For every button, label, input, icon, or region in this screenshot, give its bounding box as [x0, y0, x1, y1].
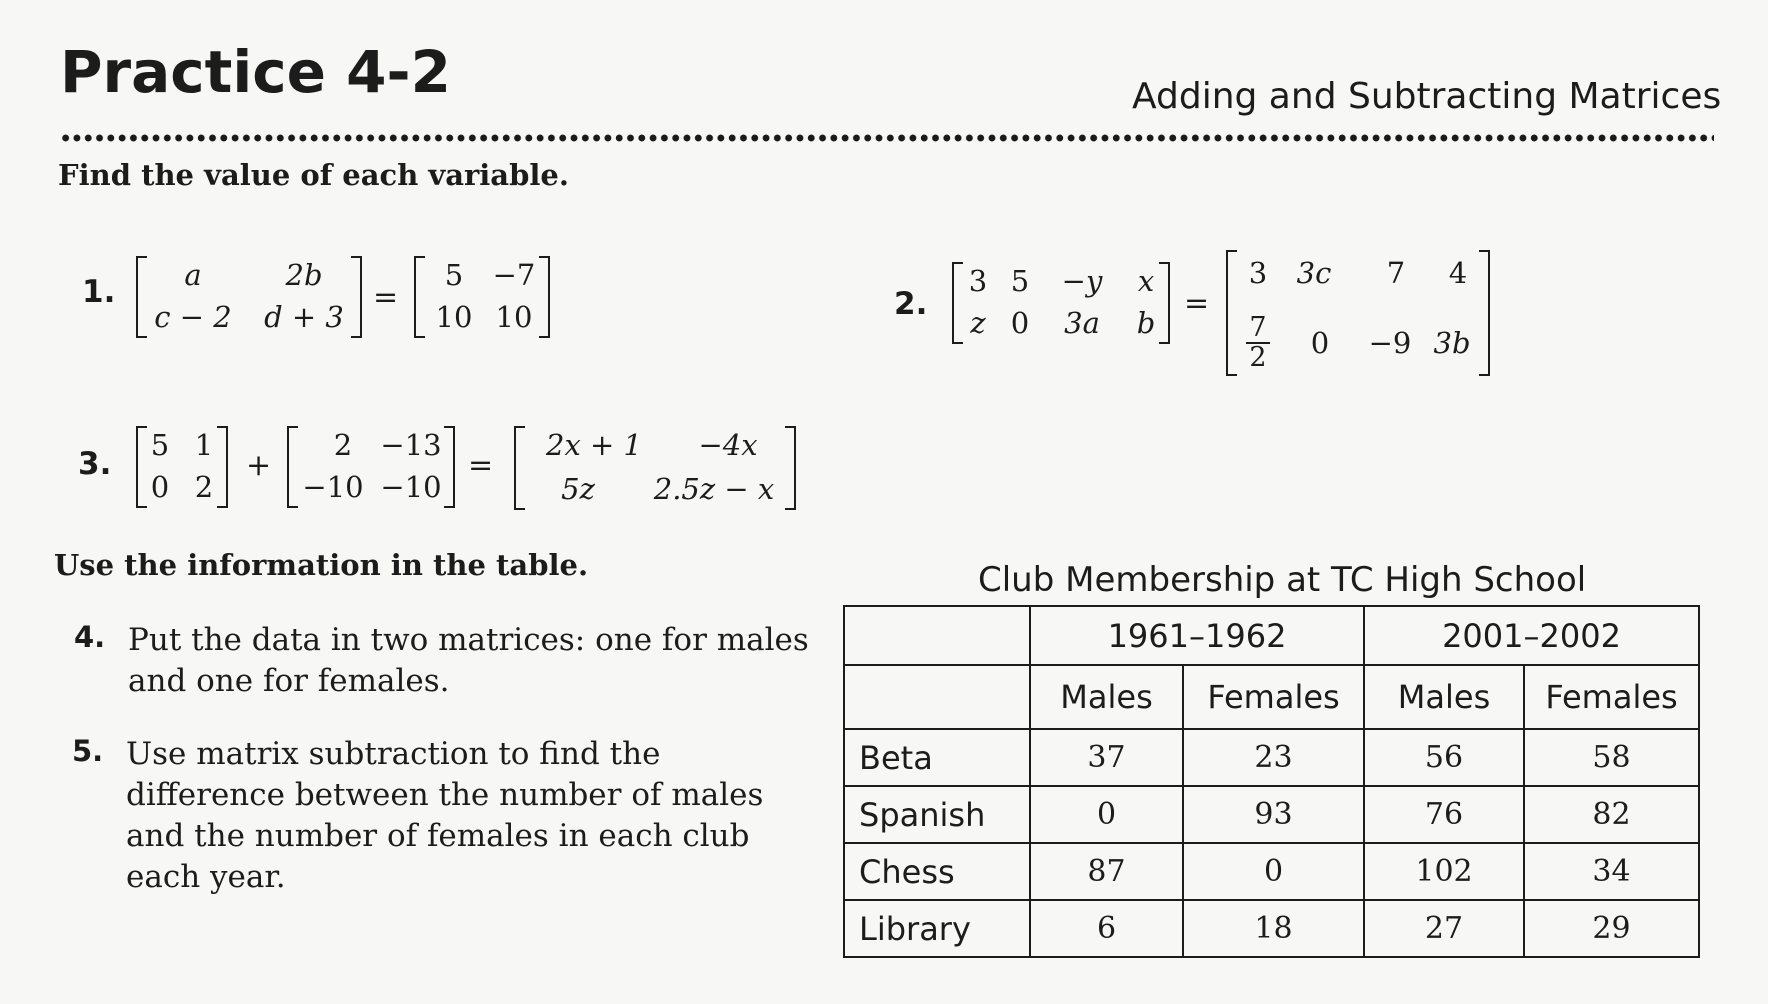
table-cell: 76	[1364, 786, 1524, 843]
matrix-entry: z	[970, 306, 986, 340]
problem-4-text	[128, 620, 809, 702]
table-cell: 29	[1524, 900, 1699, 957]
problem-line: Put the data in two matrices: one for males	[128, 622, 809, 658]
equals-sign: =	[468, 448, 494, 483]
matrix-entry: x	[1137, 264, 1155, 298]
matrix-entry: 3b	[1433, 326, 1471, 360]
matrix-entry: 0	[1010, 306, 1030, 340]
matrix-entry: 3c	[1296, 256, 1332, 290]
instruction-find-variables: Find the value of each variable.	[58, 158, 569, 192]
table-cell: 6	[1030, 900, 1183, 957]
table-title: Club Membership at TC High School	[978, 560, 1587, 600]
club-name: Library	[844, 900, 1030, 957]
problem-5-number: 5.	[72, 734, 104, 768]
fraction-seven-halves	[1246, 314, 1270, 372]
table-cell: 18	[1183, 900, 1364, 957]
table-cell: 58	[1524, 729, 1699, 786]
matrix-entry: −4x	[698, 428, 758, 462]
problem-1-left-matrix	[136, 256, 362, 338]
table-cell: 93	[1183, 786, 1364, 843]
problem-4-number: 4.	[74, 620, 106, 654]
table-cell: 0	[1030, 786, 1183, 843]
table-corner-cell	[844, 606, 1030, 665]
table-row	[844, 786, 1699, 843]
table-header-row	[844, 606, 1699, 665]
matrix-entry: 0	[150, 470, 170, 504]
matrix-entry: 0	[1310, 326, 1330, 360]
problem-5-text	[126, 734, 763, 898]
matrix-entry: 7	[1386, 256, 1406, 290]
matrix-entry: 3	[1248, 256, 1268, 290]
table-row	[844, 900, 1699, 957]
problem-line: and the number of females in each club	[126, 818, 750, 854]
gender-header: Females	[1183, 665, 1364, 729]
problem-line: Use matrix subtraction to find the	[126, 736, 661, 772]
problem-3-matrix-c	[514, 426, 796, 510]
table-cell: 82	[1524, 786, 1699, 843]
matrix-entry: a	[184, 258, 202, 292]
matrix-entry: 2	[333, 428, 353, 462]
table-cell: 87	[1030, 843, 1183, 900]
table-cell: 102	[1364, 843, 1524, 900]
plus-sign: +	[246, 448, 272, 483]
matrix-entry: 3a	[1064, 306, 1100, 340]
fraction-denominator: 2	[1249, 342, 1267, 373]
matrix-entry: b	[1136, 306, 1156, 340]
dotted-divider	[60, 134, 1714, 142]
matrix-entry: −10	[302, 470, 364, 504]
problem-1-number: 1.	[82, 274, 116, 310]
matrix-entry: −9	[1368, 326, 1412, 360]
matrix-entry: 1	[194, 428, 214, 462]
gender-header: Males	[1030, 665, 1183, 729]
problem-3-matrix-a	[136, 426, 228, 508]
table-row	[844, 843, 1699, 900]
fraction-numerator: 7	[1246, 314, 1270, 344]
table-row	[844, 729, 1699, 786]
table-cell: 23	[1183, 729, 1364, 786]
problem-3-matrix-b	[287, 426, 455, 508]
problem-line: difference between the number of males	[126, 777, 764, 813]
matrix-entry: −13	[380, 428, 442, 462]
matrix-entry: 2x + 1	[546, 428, 642, 462]
matrix-entry: 5z	[561, 472, 595, 506]
table-cell: 37	[1030, 729, 1183, 786]
matrix-entry: 4	[1448, 256, 1468, 290]
period-header: 1961–1962	[1030, 606, 1364, 665]
matrix-entry: 2b	[285, 258, 323, 292]
matrix-entry: 5	[444, 258, 464, 292]
problem-3-number: 3.	[78, 446, 112, 482]
club-name: Spanish	[844, 786, 1030, 843]
problem-2-number: 2.	[894, 286, 928, 322]
club-name: Chess	[844, 843, 1030, 900]
problem-line: each year.	[126, 859, 286, 895]
matrix-entry: 5	[1010, 264, 1030, 298]
club-name: Beta	[844, 729, 1030, 786]
matrix-entry: −7	[492, 258, 536, 292]
table-cell: 0	[1183, 843, 1364, 900]
page-title: Practice 4-2	[60, 38, 451, 106]
table-corner-cell	[844, 665, 1030, 729]
equals-sign: =	[373, 280, 399, 315]
matrix-entry: 2	[194, 470, 214, 504]
table-cell: 34	[1524, 843, 1699, 900]
matrix-entry: c − 2	[154, 300, 232, 334]
matrix-entry: 3	[968, 264, 988, 298]
lesson-subtitle: Adding and Subtracting Matrices	[1132, 76, 1722, 117]
problem-2-left-matrix	[952, 262, 1170, 344]
gender-header: Females	[1524, 665, 1699, 729]
table-subheader-row	[844, 665, 1699, 729]
matrix-entry: 2.5z − x	[653, 472, 775, 506]
matrix-entry: −y	[1061, 264, 1103, 298]
period-header: 2001–2002	[1364, 606, 1699, 665]
problem-1-right-matrix	[414, 256, 550, 338]
table-cell: 56	[1364, 729, 1524, 786]
matrix-entry: −10	[380, 470, 442, 504]
matrix-entry: 10	[435, 300, 473, 334]
gender-header: Males	[1364, 665, 1524, 729]
instruction-use-table: Use the information in the table.	[54, 548, 589, 582]
table-cell: 27	[1364, 900, 1524, 957]
matrix-entry: 10	[495, 300, 533, 334]
matrix-entry: d + 3	[264, 300, 344, 334]
matrix-entry: 5	[150, 428, 170, 462]
problem-2-right-matrix	[1226, 250, 1490, 376]
club-membership-table	[843, 605, 1700, 958]
problem-line: and one for females.	[128, 663, 450, 699]
equals-sign: =	[1184, 286, 1210, 321]
